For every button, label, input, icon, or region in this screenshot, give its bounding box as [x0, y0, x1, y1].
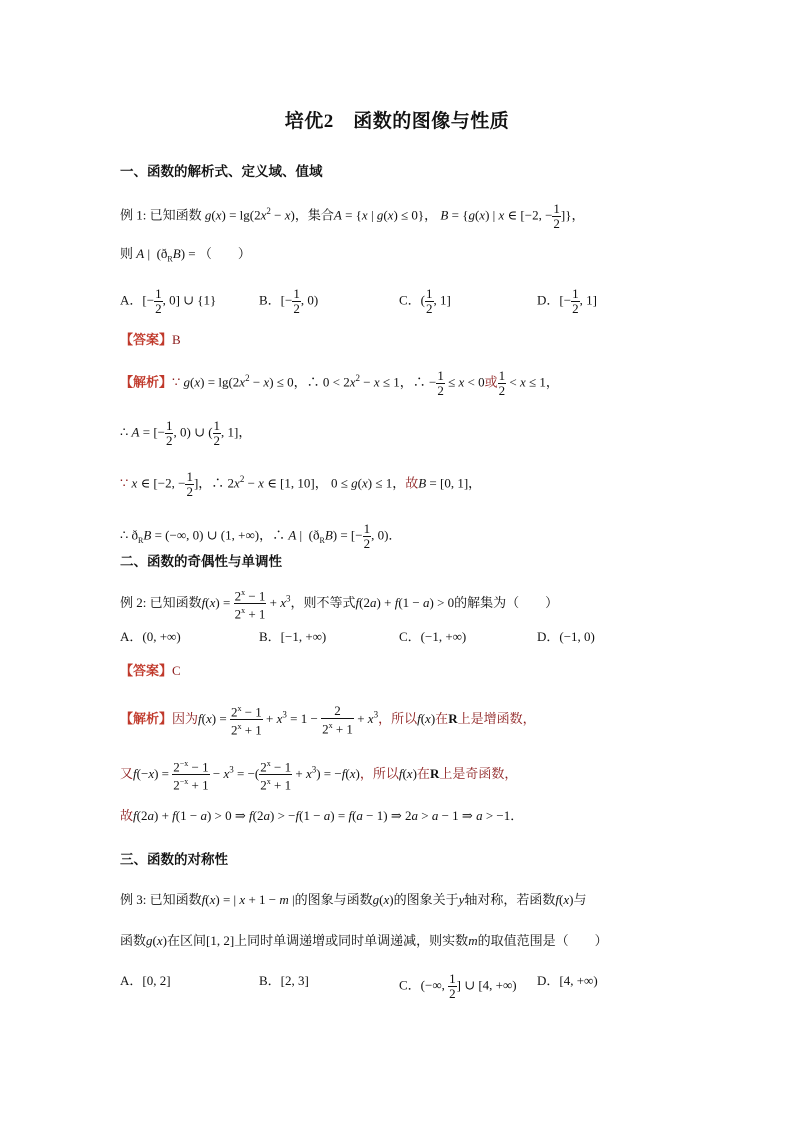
section-heading-2: 二、函数的奇偶性与单调性 — [120, 554, 282, 569]
text: 上同时单调递增或同时单调递减，则实数 — [234, 933, 469, 948]
analysis-tag: 【解析】 — [120, 374, 173, 390]
example-2-answer — [120, 662, 181, 680]
text: 的取值范围是（ ） — [477, 933, 608, 948]
example-2-analysis-line-2: 又f(−x) = $\frac{2^{-x} - 1}{2^{-x} + 1}$ − $x^3$ = −( $\frac{2^x - 1}{2^x + 1}$ + $x^3) = -f(x)$，所以f(x)在R上是奇函数， — [120, 759, 518, 793]
example-1-analysis-line-2: ∴ A = [− $\frac{1}{2}$ , 0) ∪ ( $\frac{1}{2}$ , 1]， — [120, 418, 252, 448]
answer-tag: 【答案】 — [120, 332, 173, 347]
text: 与 — [573, 892, 587, 907]
example-2-analysis-line-3: 故f(2a) + f(1 − a) > 0 ⇒ f(2a) > −f(1 − a) = f(a − 1) ⇒ 2a > a − 1 ⇒ a > −1． — [120, 808, 524, 823]
text: 故 — [405, 475, 419, 491]
example-3-option-a: A．[0, 2] — [120, 973, 171, 988]
example-1-analysis-line-1: 【解析】∵ $g(x) = \lg(2x^2 - x) \le 0$，∴ $0 < 2x^2 - x \le 1$，∴ − $\frac{1}{2}$ ≤ x < 0或 $\frac{1}{2}$ < x ≤ 1， — [120, 368, 559, 398]
example-3-option-c: C．(−∞, $\frac{1}{2}$ ] ∪ [4, +∞) — [399, 971, 517, 1001]
text: ， — [571, 207, 585, 223]
text: 已知函数 — [149, 207, 202, 223]
example-1-option-d: D．[− $\frac{1}{2}$ , 1] — [537, 286, 597, 316]
example-2-analysis-line-1: 【解析】因为f(x) = $\frac{2^x - 1}{2^x + 1}$ + $x^3 = 1$ − $\frac{2}{2^x + 1}$ + $x^3$，所以f(x)在R上是增函数， — [120, 702, 536, 738]
section-heading-3: 三、函数的对称性 — [120, 852, 228, 867]
text: 因为 — [172, 710, 199, 726]
example-2-stem: 例 2: 已知函数f(x) = $\frac{2^x - 1}{2^x + 1}$ + $x^3$，则不等式f(2a) + f(1 − a) > 0的解集为（ ） — [120, 588, 559, 622]
text: ，集合 — [294, 207, 334, 223]
answer-value: C — [172, 663, 181, 678]
text: 或 — [484, 374, 498, 390]
text: 则 — [120, 246, 134, 261]
page-title: 培优2 函数的图像与性质 — [284, 111, 510, 132]
example-1-label: 例 1: — [120, 207, 147, 223]
example-1-answer — [120, 331, 181, 349]
example-3-line-2: 函数g(x)在区间[1, 2]上同时单调递增或同时单调递减，则实数m的取值范围是（ ） — [120, 933, 608, 948]
text: 上是增函数， — [457, 710, 536, 726]
example-1-line-1: 例 1: 已知函数 $g(x) = \lg(2x^2 - x)$，集合A = {x | g(x) ≤ 0}， B = {g(x) | x ∈ [−2, − $\frac{1}{2}$ ]}， — [120, 201, 585, 231]
text: 故 — [120, 808, 134, 823]
example-1-analysis-line-3: ∵ x ∈ [−2, − $\frac{1}{2}$ ]，∴ $2x^2 - x$ ∈ [1, 10]， 0 ≤ g(x) ≤ 1，故B = [0, 1]， — [120, 469, 482, 499]
example-2-label: 例 2: — [120, 594, 147, 610]
example-3-option-d: D．[4, +∞) — [537, 973, 598, 988]
example-1-option-a: A．[− $\frac{1}{2}$ , 0] ∪ {1} — [120, 286, 217, 316]
answer-tag: 【答案】 — [120, 663, 173, 678]
section-heading-1: 一、函数的解析式、定义域、值域 — [120, 164, 323, 179]
text: 的图象与函数 — [294, 892, 373, 907]
text: 在区间 — [166, 933, 206, 948]
example-3-option-b: B．[2, 3] — [259, 973, 309, 988]
text: ，所以 — [359, 765, 399, 781]
text: 在 — [435, 710, 449, 726]
example-2-option-b: B．[−1, +∞) — [259, 629, 327, 644]
text: 又 — [120, 765, 134, 781]
text: 的图象关于 — [393, 892, 459, 907]
example-2-option-a: A．(0, +∞) — [120, 629, 181, 644]
text: 上是奇函数， — [439, 765, 518, 781]
example-1-analysis-line-4: ∴ $ð_RB$ = (−∞, 0) ∪ (1, +∞)，∴ A | $(ð_RB)$ = [− $\frac{1}{2}$ , 0)． — [120, 521, 402, 551]
analysis-tag: 【解析】 — [120, 710, 173, 726]
text: 已知函数 — [149, 594, 202, 610]
text: 在 — [416, 765, 430, 781]
example-3-line-1: 例 3: 已知函数f(x) = | x + 1 − m |的图象与函数g(x)的图象关于y轴对称，若函数f(x)与 — [120, 892, 587, 907]
text: （ ） — [198, 246, 251, 261]
text: ，所以 — [378, 710, 418, 726]
text: 轴对称，若函数 — [464, 892, 556, 907]
text: ，则不等式 — [290, 594, 356, 610]
text: 已知函数 — [149, 892, 202, 907]
example-2-option-c: C．(−1, +∞) — [399, 629, 467, 644]
example-1-line-2: 则 A | $(ð_RB)$ = （ ） — [120, 246, 251, 264]
example-2-option-d: D．(−1, 0) — [537, 629, 595, 644]
example-3-label: 例 3: — [120, 892, 147, 907]
text: 的解集为（ ） — [454, 594, 559, 610]
example-1-option-b: B．[− $\frac{1}{2}$ , 0) — [259, 286, 319, 316]
text: 函数 — [120, 933, 147, 948]
answer-value: B — [172, 332, 181, 347]
example-1-option-c: C．( $\frac{1}{2}$ , 1] — [399, 286, 451, 316]
